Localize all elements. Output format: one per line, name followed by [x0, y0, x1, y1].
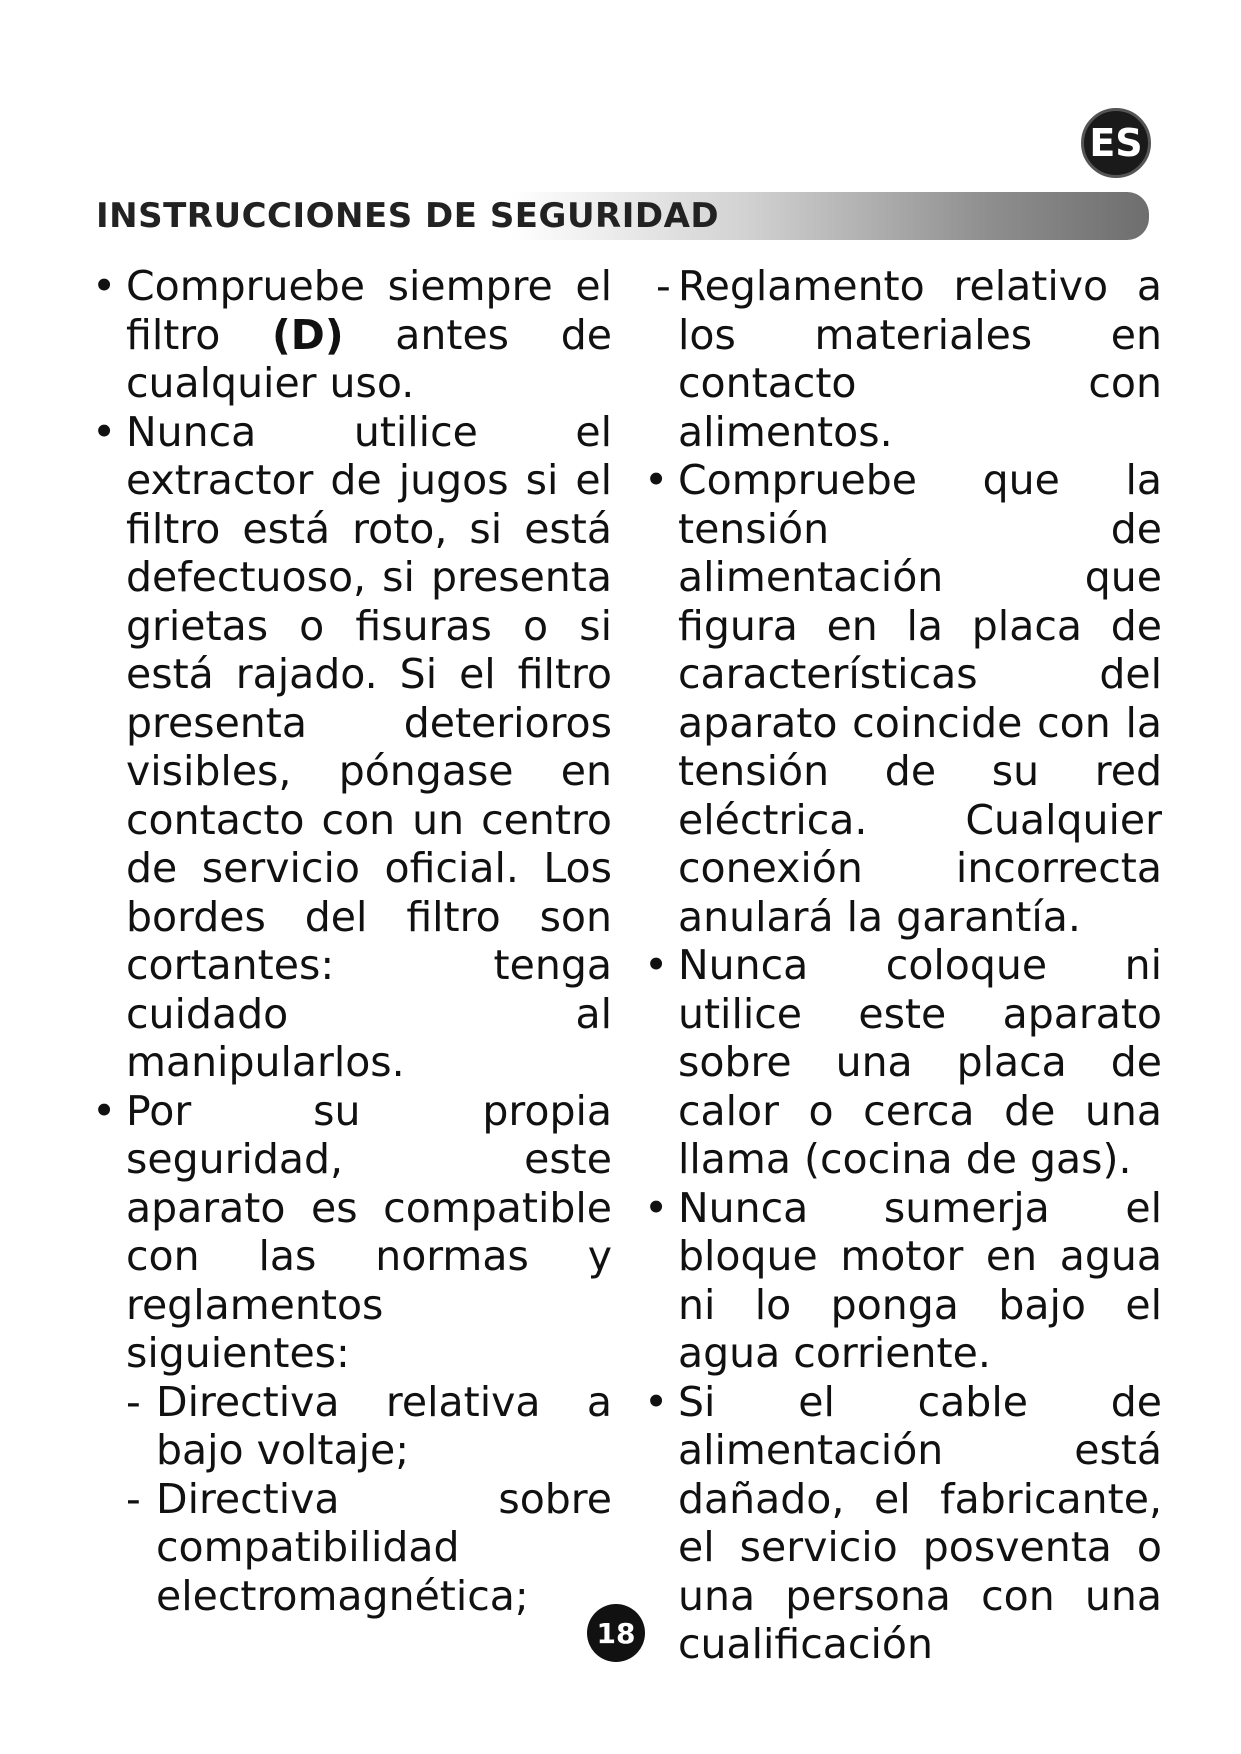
safety-item-heat-source: • Nunca coloque ni utilice este aparato sobre una placa de calor o cerca de una llama (cocina de gas).	[644, 941, 1162, 1183]
right-column	[644, 262, 1162, 1669]
safety-item-voltage: • Compruebe que la tensión de alimentación que figura en la placa de características del aparato coincide con la tensión de su red eléctrica. Cualquier conexión incorrecta anulará la garantía.	[644, 456, 1162, 941]
dash-marker: -	[126, 1377, 141, 1426]
safety-item-water: • Nunca sumerja el bloque motor en agua ni lo ponga bajo el agua corriente.	[644, 1183, 1162, 1377]
left-column	[92, 262, 612, 1620]
bullet-icon: •	[644, 1377, 669, 1426]
bullet-icon: •	[644, 941, 669, 989]
safety-item-broken-filter: • Nunca utilice el extractor de jugos si el filtro está roto, si está defectuoso, si presenta grietas o fisuras o si está rajado. Si el filtro presenta deterioros visibles, póngase en contacto con un centro de servicio oficial. Los bordes del filtro son cortantes: tenga cuidado al manipularlos.	[92, 407, 612, 1086]
page-number: 18	[587, 1604, 645, 1662]
language-badge: ES	[1081, 108, 1151, 178]
standard-item-food-contact: - Reglamento relativo a los materiales en contacto con alimentos.	[656, 262, 1162, 456]
bullet-icon: •	[644, 1183, 669, 1232]
bullet-icon: •	[92, 407, 117, 456]
safety-item-power-cable: • Si el cable de alimentación está dañado, el fabricante, el servicio posventa o una persona con una cualificación	[644, 1377, 1162, 1668]
bullet-icon: •	[644, 456, 669, 504]
dash-marker: -	[656, 262, 671, 310]
bullet-icon: •	[92, 262, 117, 310]
dash-marker: -	[126, 1474, 141, 1523]
safety-item-standards: • Por su propia seguridad, este aparato es compatible con las normas y reglamentos siguientes:	[92, 1086, 612, 1377]
standard-item-low-voltage: - Directiva relativa a bajo voltaje;	[126, 1377, 612, 1474]
standard-item-emc: - Directiva sobre compatibilidad electromagnética;	[126, 1474, 612, 1620]
part-code: (D)	[272, 310, 344, 359]
bullet-icon: •	[92, 1086, 117, 1135]
section-title: INSTRUCCIONES DE SEGURIDAD	[96, 196, 720, 236]
safety-item-filter-check: • Compruebe siempre el filtro (D) antes de cualquier uso.	[92, 262, 612, 407]
